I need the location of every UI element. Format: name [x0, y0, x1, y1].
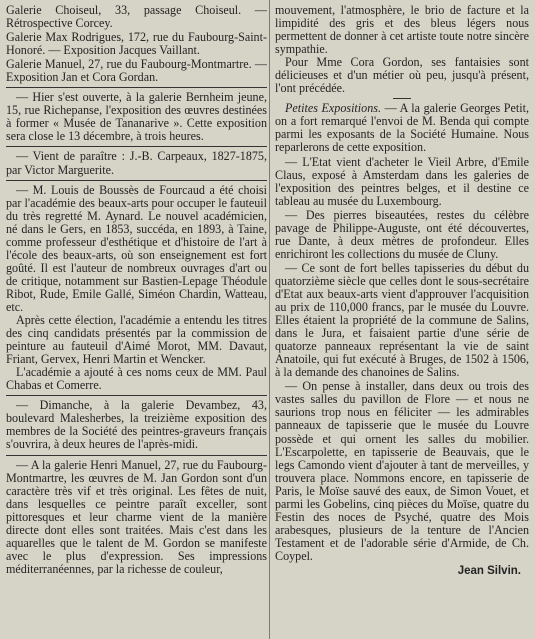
vieil-arbre-text: — L'Etat vient d'acheter le Vieil Arbre, d'Emile Claus, exposé à Amsterdam dans les galeries de l'exposition des peintres belges, et il destine ce tableau au musée du Luxembourg. [275, 154, 529, 208]
left-column [6, 4, 267, 639]
petites-expositions-paragraph [275, 102, 529, 154]
petites-expositions-heading: Petites Expositions. [285, 101, 381, 116]
cora-gordon-text: Pour Mme Cora Gordon, ses fantaisies sont délicieuses et d'un métier où peu, jusqu'à présent, l'ont précédée. [275, 55, 529, 96]
gordon-continuation [275, 4, 529, 95]
gallery-max-rodrigues-item [6, 31, 267, 57]
short-divider [393, 98, 411, 99]
bernheim-text: — Hier s'est ouverte, à la galerie Bernheim jeune, 15, rue Richepanse, l'exposition des œuvres destinées à former « Musée de Tananarive ». Cette exposition sera close le 13 décembre, à trois heures. [6, 90, 267, 144]
section-divider [6, 146, 267, 147]
author-signature: Jean Silvin. [457, 564, 521, 577]
fourcaud-item [6, 184, 267, 393]
column-divider [269, 0, 270, 639]
pavillon-flore-text: — On pense à installer, dans deux ou trois des vastes salles du pavillon de Flore — et nous ne saurions trop nous en féliciter — les admirables panneaux de tapisserie que le musée du Louvre possède et qui ornent les salles du mobilier. L'Escarpolette, en tapisserie de Beauvais, que le legs Camondo vient d'ajouter à tant de merveilles, y trouvera place. Nommons encore, en tapisserie de Paris, le Moïse sauvé des eaux, de Simon Vouet, et parmi les Gobelins, cinq pièces du Moïse, quatre du Festin des noces de Psyché, quatre des Mois arabesques, plusieurs de la tenture de l'Ancien Testament et de l'adorable série d'Armide, de Ch. Coypel. [275, 379, 529, 563]
devambez-text: — Dimanche, à la galerie Devambez, 43, boulevard Malesherbes, la treizième exposition des membres de la Société des peintres-graveurs français s'ouvrira, à deux heures de l'après-midi. [6, 398, 267, 452]
right-column [275, 4, 529, 639]
henri-manuel-text: — A la galerie Henri Manuel, 27, rue du Faubourg-Montmartre, les œuvres de M. Jan Gordon sont d'un caractère très vif et très original. Les fêtes de nuit, dans lesquelles ce peintre paraît exceller, sont pittoresques et leur charme vient de la manière directe dont elles sont traitées. Mais c'est dans les aquarelles que le talent de M. Gordon se manifeste avec le plus d'expression. Ses impressions méditerranéennes, par la richesse de couleur, [6, 457, 267, 576]
pierres-item [275, 209, 529, 261]
section-divider [6, 180, 267, 181]
gallery-manuel-text: Galerie Manuel, 27, rue du Faubourg-Montmartre. — Exposition Jan et Cora Gordan. [6, 57, 267, 85]
carpeaux-item [6, 150, 267, 176]
gallery-choiseul-item [6, 4, 267, 30]
tapisseries-item [275, 262, 529, 379]
vieil-arbre-item [275, 156, 529, 208]
petites-expositions-text: — A la galerie Georges Petit, on a fort remarqué l'envoi de M. Benda qui compte parmi les exposants de la Société Humaine. Nous reparlerons de cette exposition. [275, 101, 529, 155]
devambez-item [6, 399, 267, 451]
gordon-continuation-text: mouvement, l'atmosphère, le brio de facture et la limpidité des gris et des bleus légers nous permettent de donner à cet artiste toute notre sincère sympathie. [275, 4, 529, 57]
henri-manuel-item [6, 459, 267, 576]
pierres-text: — Des pierres biseautées, restes du célèbre pavage de Philippe-Auguste, ont été découvertes, rue Dante, à deux mètres de profondeur. Elles enrichiront les collections du musée de Cluny. [275, 207, 529, 261]
carpeaux-text: — Vient de paraître : J.-B. Carpeaux, 1827-1875, par Victor Marguerite. [6, 149, 267, 177]
petites-expositions-item [275, 102, 529, 154]
fourcaud-text: — M. Louis de Boussès de Fourcaud a été choisi par l'académie des beaux-arts pour occuper le fauteuil du très regretté M. Aynard. Le nouvel académicien, né dans le Gers, en 1853, succéda, en 1893, à Taine, comme professeur d'esthétique et d'histoire de l'art à l'école des beaux-arts, où son enseignement est fort goûté. Il est l'auteur de nombreux ouvrages d'art ou de critique, notamment sur Bastien-Lepage Théodule Ribot, Rude, Emile Gallé, Siméon Chardin, Watteau, etc. [6, 182, 267, 314]
section-divider [6, 395, 267, 396]
bernheim-item [6, 91, 267, 143]
tapisseries-text: — Ce sont de fort belles tapisseries du début du quatorzième siècle que celles dont le sous-secrétaire d'Etat aux beaux-arts vient d'approuver l'acquisition au prix de 110,000 francs, par le musée du Louvre. Elles étaient la propriété de la commune de Salins, dans le Jura, et faisaient partie d'une série de quatorze panneaux représentant la vie de saint Anatoile, qui fut exécuté à Bruges, de 1502 à 1506, à la demande des chanoines de Salins. [275, 260, 529, 380]
section-divider [6, 455, 267, 456]
gallery-max-rodrigues-text: Galerie Max Rodrigues, 172, rue du Faubourg-Saint-Honoré. — Exposition Jacques Vaillant. [6, 30, 267, 58]
gallery-manuel-item [6, 58, 267, 84]
section-divider [6, 87, 267, 88]
election-text: Après cette élection, l'académie a entendu les titres des cinq candidats présentés par la commission de peinture au fauteuil d'Aimé Morot, MM. Davaut, Friant, Gervex, Henri Martin et Wencker. [6, 313, 267, 367]
pavillon-flore-item [275, 380, 529, 563]
gallery-choiseul-text: Galerie Choiseul, 33, passage Choiseul. — Rétrospective Corcey. [6, 4, 267, 31]
academie-addition-text: L'académie a ajouté à ces noms ceux de MM. Paul Chabas et Comerre. [6, 365, 267, 393]
